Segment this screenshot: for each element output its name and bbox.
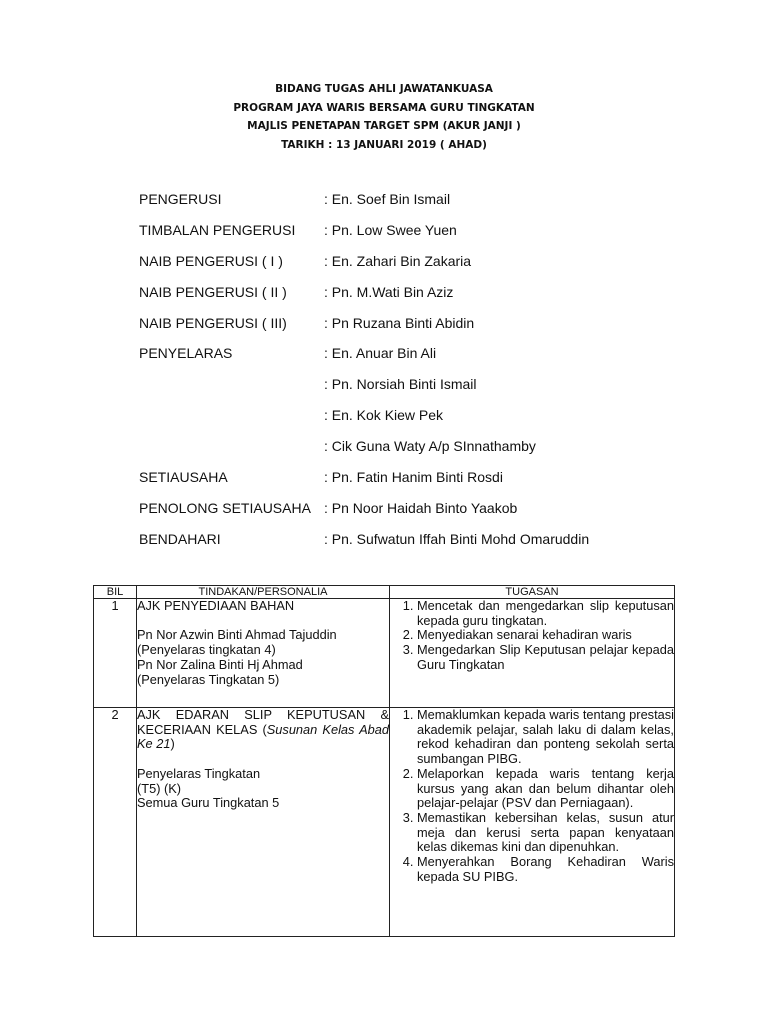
header-title: BIDANG TUGAS AHLI JAWATANKUASA [275, 83, 493, 95]
task-item: 2. Melaporkan kepada waris tentang kerja kursus yang akan dan belum dihantar oleh pelajar-pelajar (PSV dan Perniagaan). [417, 767, 674, 811]
personnel-line: Pn Nor Zalina Binti Hj Ahmad [137, 656, 303, 672]
task-list [390, 708, 674, 884]
row-number: 2 [94, 708, 137, 937]
personnel-line: (Penyelaras Tingkatan 5) [137, 671, 280, 687]
committee-member: : En. Anuar Bin Ali [324, 345, 437, 362]
personnel-line: (Penyelaras tingkatan 4) [137, 642, 276, 658]
duties-table [93, 585, 675, 937]
personnel-cell [137, 599, 390, 708]
header-event: MAJLIS PENETAPAN TARGET SPM (AKUR JANJI ) [247, 120, 521, 132]
committee-role: NAIB PENGERUSI ( III) [139, 314, 287, 331]
committee-role: PENOLONG SETIAUSAHA [139, 499, 311, 516]
committee-title-italic: Susunan Kelas Abad Ke 21 [137, 721, 389, 752]
committee-list [139, 189, 589, 560]
committee-row [139, 220, 589, 251]
committee-role: PENGERUSI [139, 191, 222, 207]
header-tindakan: TINDAKAN/PERSONALIA [137, 586, 390, 599]
committee-role: NAIB PENGERUSI ( I ) [139, 252, 283, 269]
committee-row [139, 467, 589, 498]
committee-row [139, 436, 589, 467]
tasks-cell [390, 599, 675, 708]
task-item: 1. Memaklumkan kepada waris tentang prestasi akademik pelajar, salah laku di dalam kelas, rekod kehadiran dan ponteng sekolah serta sumbangan PIBG. [417, 708, 674, 767]
committee-role: PENYELARAS [139, 345, 233, 362]
committee-row [139, 251, 589, 282]
committee-row [139, 498, 589, 529]
header-date: TARIKH : 13 JANUARI 2019 ( AHAD) [281, 138, 487, 151]
committee-member: : Cik Guna Waty A/p SInnathamby [324, 438, 536, 455]
committee-member: : Pn. Norsiah Binti Ismail [324, 376, 477, 393]
committee-role: BENDAHARI [139, 530, 221, 547]
personnel-cell [137, 708, 390, 937]
table-header-row [94, 586, 675, 599]
committee-member: : En. Soef Bin Ismail [324, 191, 451, 207]
committee-member: : Pn. Fatin Hanim Binti Rosdi [324, 469, 503, 486]
header-program: PROGRAM JAYA WARIS BERSAMA GURU TINGKATAN [233, 101, 535, 114]
committee-role: SETIAUSAHA [139, 469, 228, 486]
committee-member: : Pn Noor Haidah Binto Yaakob [324, 499, 518, 516]
committee-row [139, 282, 589, 313]
table-row [94, 599, 675, 708]
committee-member: : Pn. Low Swee Yuen [324, 221, 457, 238]
task-item: 2. Menyediakan senarai kehadiran waris [417, 628, 674, 643]
personnel-line: (T5) (K) [137, 780, 182, 796]
task-item: 4. Menyerahkan Borang Kehadiran Waris kepada SU PIBG. [417, 855, 674, 884]
committee-title-end: ) [170, 736, 175, 752]
header-tugasan: TUGASAN [390, 586, 675, 599]
committee-member: : Pn Ruzana Binti Abidin [324, 314, 475, 331]
committee-title: AJK PENYEDIAAN BAHAN [137, 598, 295, 613]
personnel-line: Semua Guru Tingkatan 5 [137, 795, 280, 811]
committee-row [139, 343, 589, 374]
committee-member: : En. Kok Kiew Pek [324, 407, 444, 424]
committee-row [139, 313, 589, 344]
committee-row [139, 374, 589, 405]
task-item: 3. Mengedarkan Slip Keputusan pelajar kepada Guru Tingkatan [417, 643, 674, 672]
task-item: 1. Mencetak dan mengedarkan slip keputusan kepada guru tingkatan. [417, 599, 674, 628]
committee-title-main: AJK EDARAN SLIP KEPUTUSAN & KECERIAAN KELAS ( [137, 707, 389, 737]
committee-row [139, 189, 589, 220]
personnel-line: Penyelaras Tingkatan [137, 765, 261, 781]
committee-row [139, 529, 589, 560]
row-number: 1 [94, 599, 137, 708]
committee-row [139, 405, 589, 436]
committee-member: : Pn. Sufwatun Iffah Binti Mohd Omaruddin [324, 530, 590, 547]
committee-title [137, 708, 389, 752]
committee-role: TIMBALAN PENGERUSI [139, 221, 296, 238]
table-row [94, 708, 675, 937]
committee-member: : Pn. M.Wati Bin Aziz [324, 283, 454, 300]
personnel-line: Pn Nor Azwin Binti Ahmad Tajuddin [137, 627, 337, 643]
header-bil: BIL [94, 586, 137, 599]
document-header [0, 80, 768, 154]
tasks-cell [390, 708, 675, 937]
task-item: 3. Memastikan kebersihan kelas, susun atur meja dan kerusi serta papan kenyataan kelas dikemas kini dan dipenuhkan. [417, 811, 674, 855]
committee-role: NAIB PENGERUSI ( II ) [139, 283, 287, 300]
task-list [390, 599, 674, 673]
committee-member: : En. Zahari Bin Zakaria [324, 252, 472, 269]
